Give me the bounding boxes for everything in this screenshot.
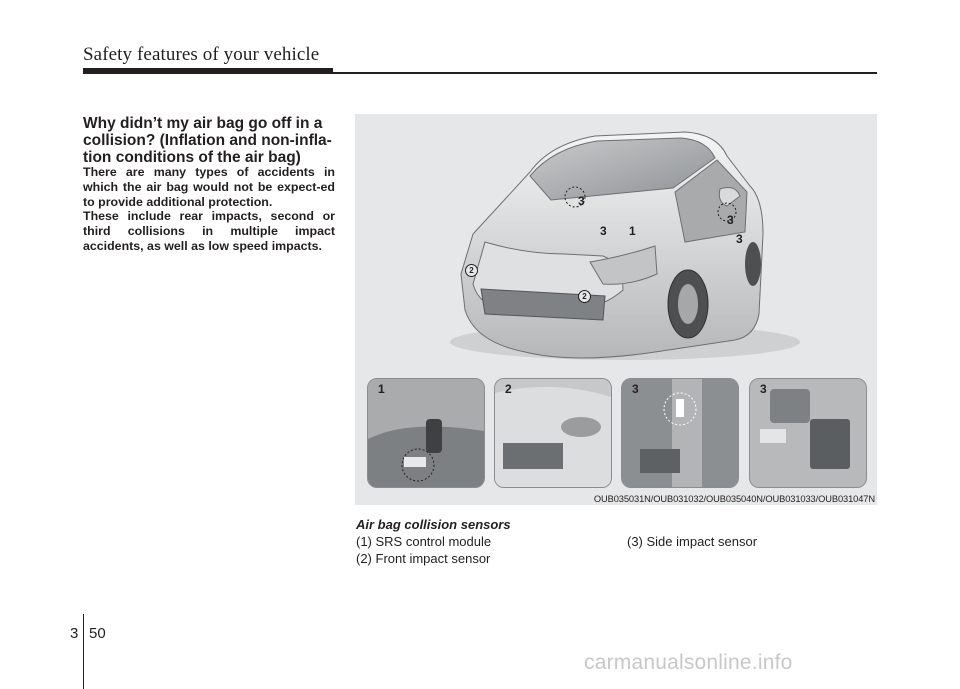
page-number: 50	[89, 625, 106, 642]
sensor-figure	[355, 114, 877, 505]
thumbnail-number: 3	[760, 382, 767, 396]
caption-title: Air bag collision sensors	[356, 517, 511, 532]
caption-item-front-sensor: (2) Front impact sensor	[356, 551, 491, 566]
callout-side-sensor: 3	[600, 224, 607, 238]
callout-side-sensor: 3	[578, 194, 585, 208]
thumbnail-number: 3	[632, 382, 639, 396]
body-paragraph-2: These include rear impacts, second or third collisions in multiple impact accidents, as well as low speed impacts.	[83, 209, 335, 253]
running-header: Safety features of your vehicle	[83, 44, 320, 65]
callout-side-sensor: 3	[727, 213, 734, 227]
body-paragraph-1: There are many types of accidents in which the air bag would not be expect-ed to provide additional protection.	[83, 165, 335, 209]
thumbnail-number: 1	[378, 382, 385, 396]
pillar-illustration	[622, 379, 738, 487]
thumbnail-front-sensor	[494, 378, 612, 488]
car-illustration	[355, 114, 877, 374]
section-heading: Why didn’t my air bag go off in a collision? (Inflation and non-infla- tion conditions of the air bag)	[83, 115, 332, 166]
caption-item-side-sensor: (3) Side impact sensor	[627, 534, 758, 549]
thumbnail-number: 2	[505, 382, 512, 396]
callout-front-sensor: 2	[578, 290, 591, 303]
front-bumper-illustration	[495, 379, 611, 487]
watermark-text[interactable]: carmanualsonline.info	[584, 651, 793, 674]
section-number: 3	[70, 625, 79, 642]
thumbnail-side-sensor-door	[749, 378, 867, 488]
callout-front-sensor: 2	[465, 264, 478, 277]
figure-code: OUB035031N/OUB031032/OUB035040N/OUB031033/OUB031047N	[593, 494, 875, 504]
thumbnail-side-sensor-pillar	[621, 378, 739, 488]
callout-srs-module: 1	[629, 224, 636, 238]
caption-item-srs-module: (1) SRS control module	[356, 534, 492, 549]
door-illustration	[750, 379, 866, 487]
footer-divider	[83, 614, 84, 689]
console-illustration	[368, 379, 484, 487]
callout-side-sensor: 3	[736, 232, 743, 246]
header-rule	[83, 72, 877, 74]
thumbnail-srs-module	[367, 378, 485, 488]
